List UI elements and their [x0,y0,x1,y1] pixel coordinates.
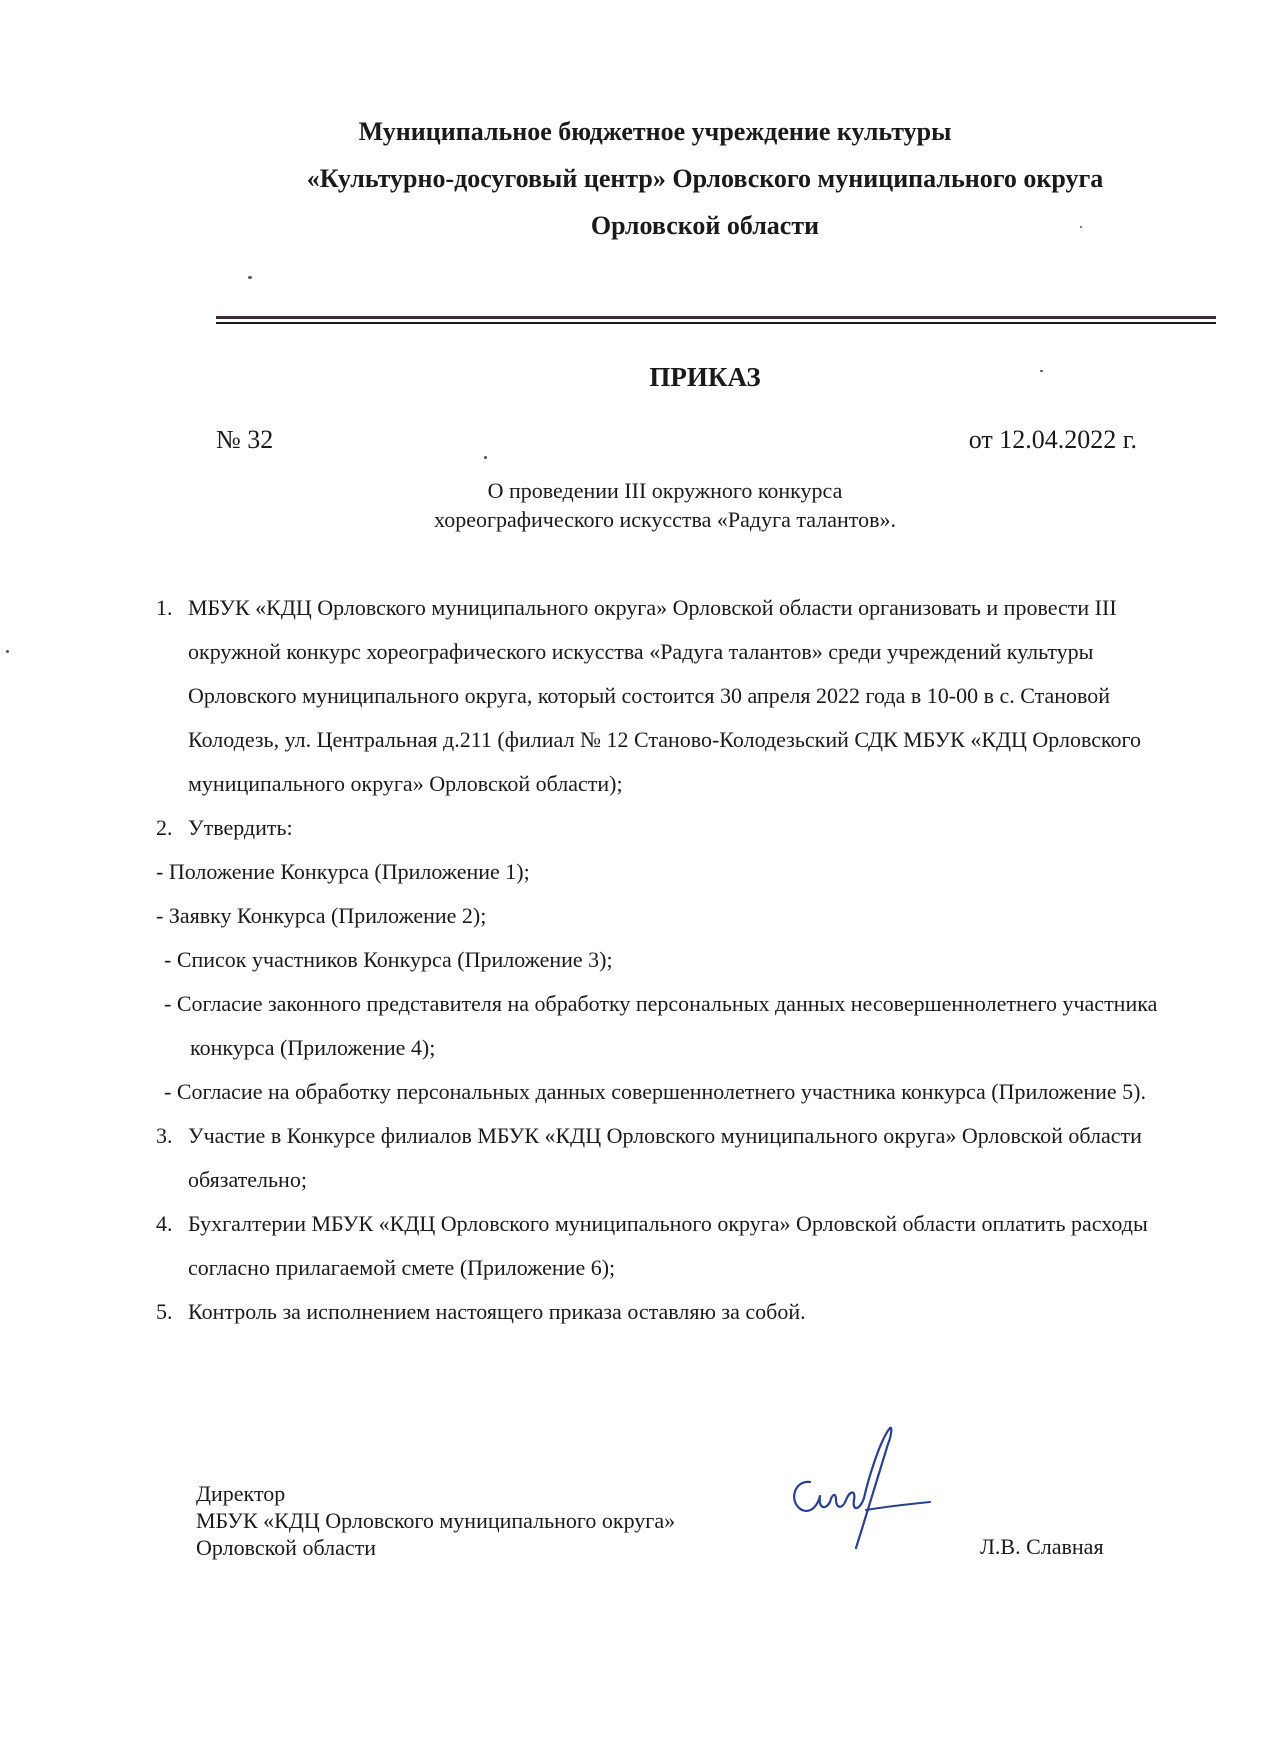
subject-line-2: хореографического искусства «Радуга талантов». [434,507,896,532]
subject-line-1: О проведении III окружного конкурса [487,478,843,503]
appendix-item-4: - Согласие законного представителя на обработку персональных данных несовершеннолетнего участника конкурса (Приложение 4); [164,991,1158,1060]
signatory-block [196,1480,675,1561]
item-number: 5. [156,1299,173,1324]
header-line-2: «Культурно-досуговый центр» Орловского муниципального округа [306,164,1104,193]
order-subject [390,476,940,534]
signatory-org-line-2: Орловской области [196,1535,376,1560]
order-body [156,586,1206,1334]
order-title: ПРИКАЗ [649,362,761,392]
scan-speck [1040,370,1043,372]
order-item-4 [156,1202,1206,1290]
handwritten-signature [780,1420,940,1570]
order-item-3 [156,1114,1206,1202]
header-line-1: Муниципальное бюджетное учреждение культуры [358,117,952,146]
scan-speck [1080,226,1082,228]
order-item-2 [156,806,1206,850]
order-item-5 [156,1290,1206,1334]
item-text: Утвердить: [188,815,293,840]
scan-speck [6,650,9,653]
item-text: Бухгалтерии МБУК «КДЦ Орловского муниципального округа» Орловской области оплатить расходы согласно прилагаемой смете (Приложение 6); [188,1211,1148,1280]
header-line-3: Орловской области [590,211,820,240]
scan-speck [484,456,487,459]
appendix-item-1: - Положение Конкурса (Приложение 1); [156,859,530,884]
appendix-item-3: - Список участников Конкурса (Приложение 3); [164,947,613,972]
signatory-name: Л.В. Славная [980,1534,1104,1559]
signatory-position: Директор [196,1481,286,1506]
organization-header [180,108,1230,249]
item-number: 1. [156,595,173,620]
order-item-1 [156,586,1206,806]
signatory-org-line-1: МБУК «КДЦ Орловского муниципального округа» [196,1508,676,1533]
scan-speck [248,276,252,279]
item-text: МБУК «КДЦ Орловского муниципального округа» Орловской области организовать и провести III окружной конкурс хореографического искусства «Радуга талантов» среди учреждений культуры Орловского муниципального округа, который состоится 30 апреля 2022 года в 10-00 в с. Становой Колодезь, ул. Центральная д.211 (филиал № 12 Станово-Колодезьский СДК МБУК «КДЦ Орловского муниципального округа» Орловской области); [188,595,1142,796]
order-number: № 32 [216,425,274,454]
item-text: Контроль за исполнением настоящего приказа оставляю за собой. [188,1299,806,1324]
item-number: 4. [156,1211,173,1236]
order-date: от 12.04.2022 г. [968,425,1137,454]
appendix-item-5: - Согласие на обработку персональных данных совершеннолетнего участника конкурса (Приложение 5). [164,1079,1146,1104]
item-number: 3. [156,1123,173,1148]
appendix-item-2: - Заявку Конкурса (Приложение 2); [156,903,487,928]
header-rule-thick [216,316,1216,319]
item-number: 2. [156,815,173,840]
item-text: Участие в Конкурсе филиалов МБУК «КДЦ Орловского муниципального округа» Орловской области обязательно; [188,1123,1142,1192]
header-rule-thin [216,322,1216,324]
